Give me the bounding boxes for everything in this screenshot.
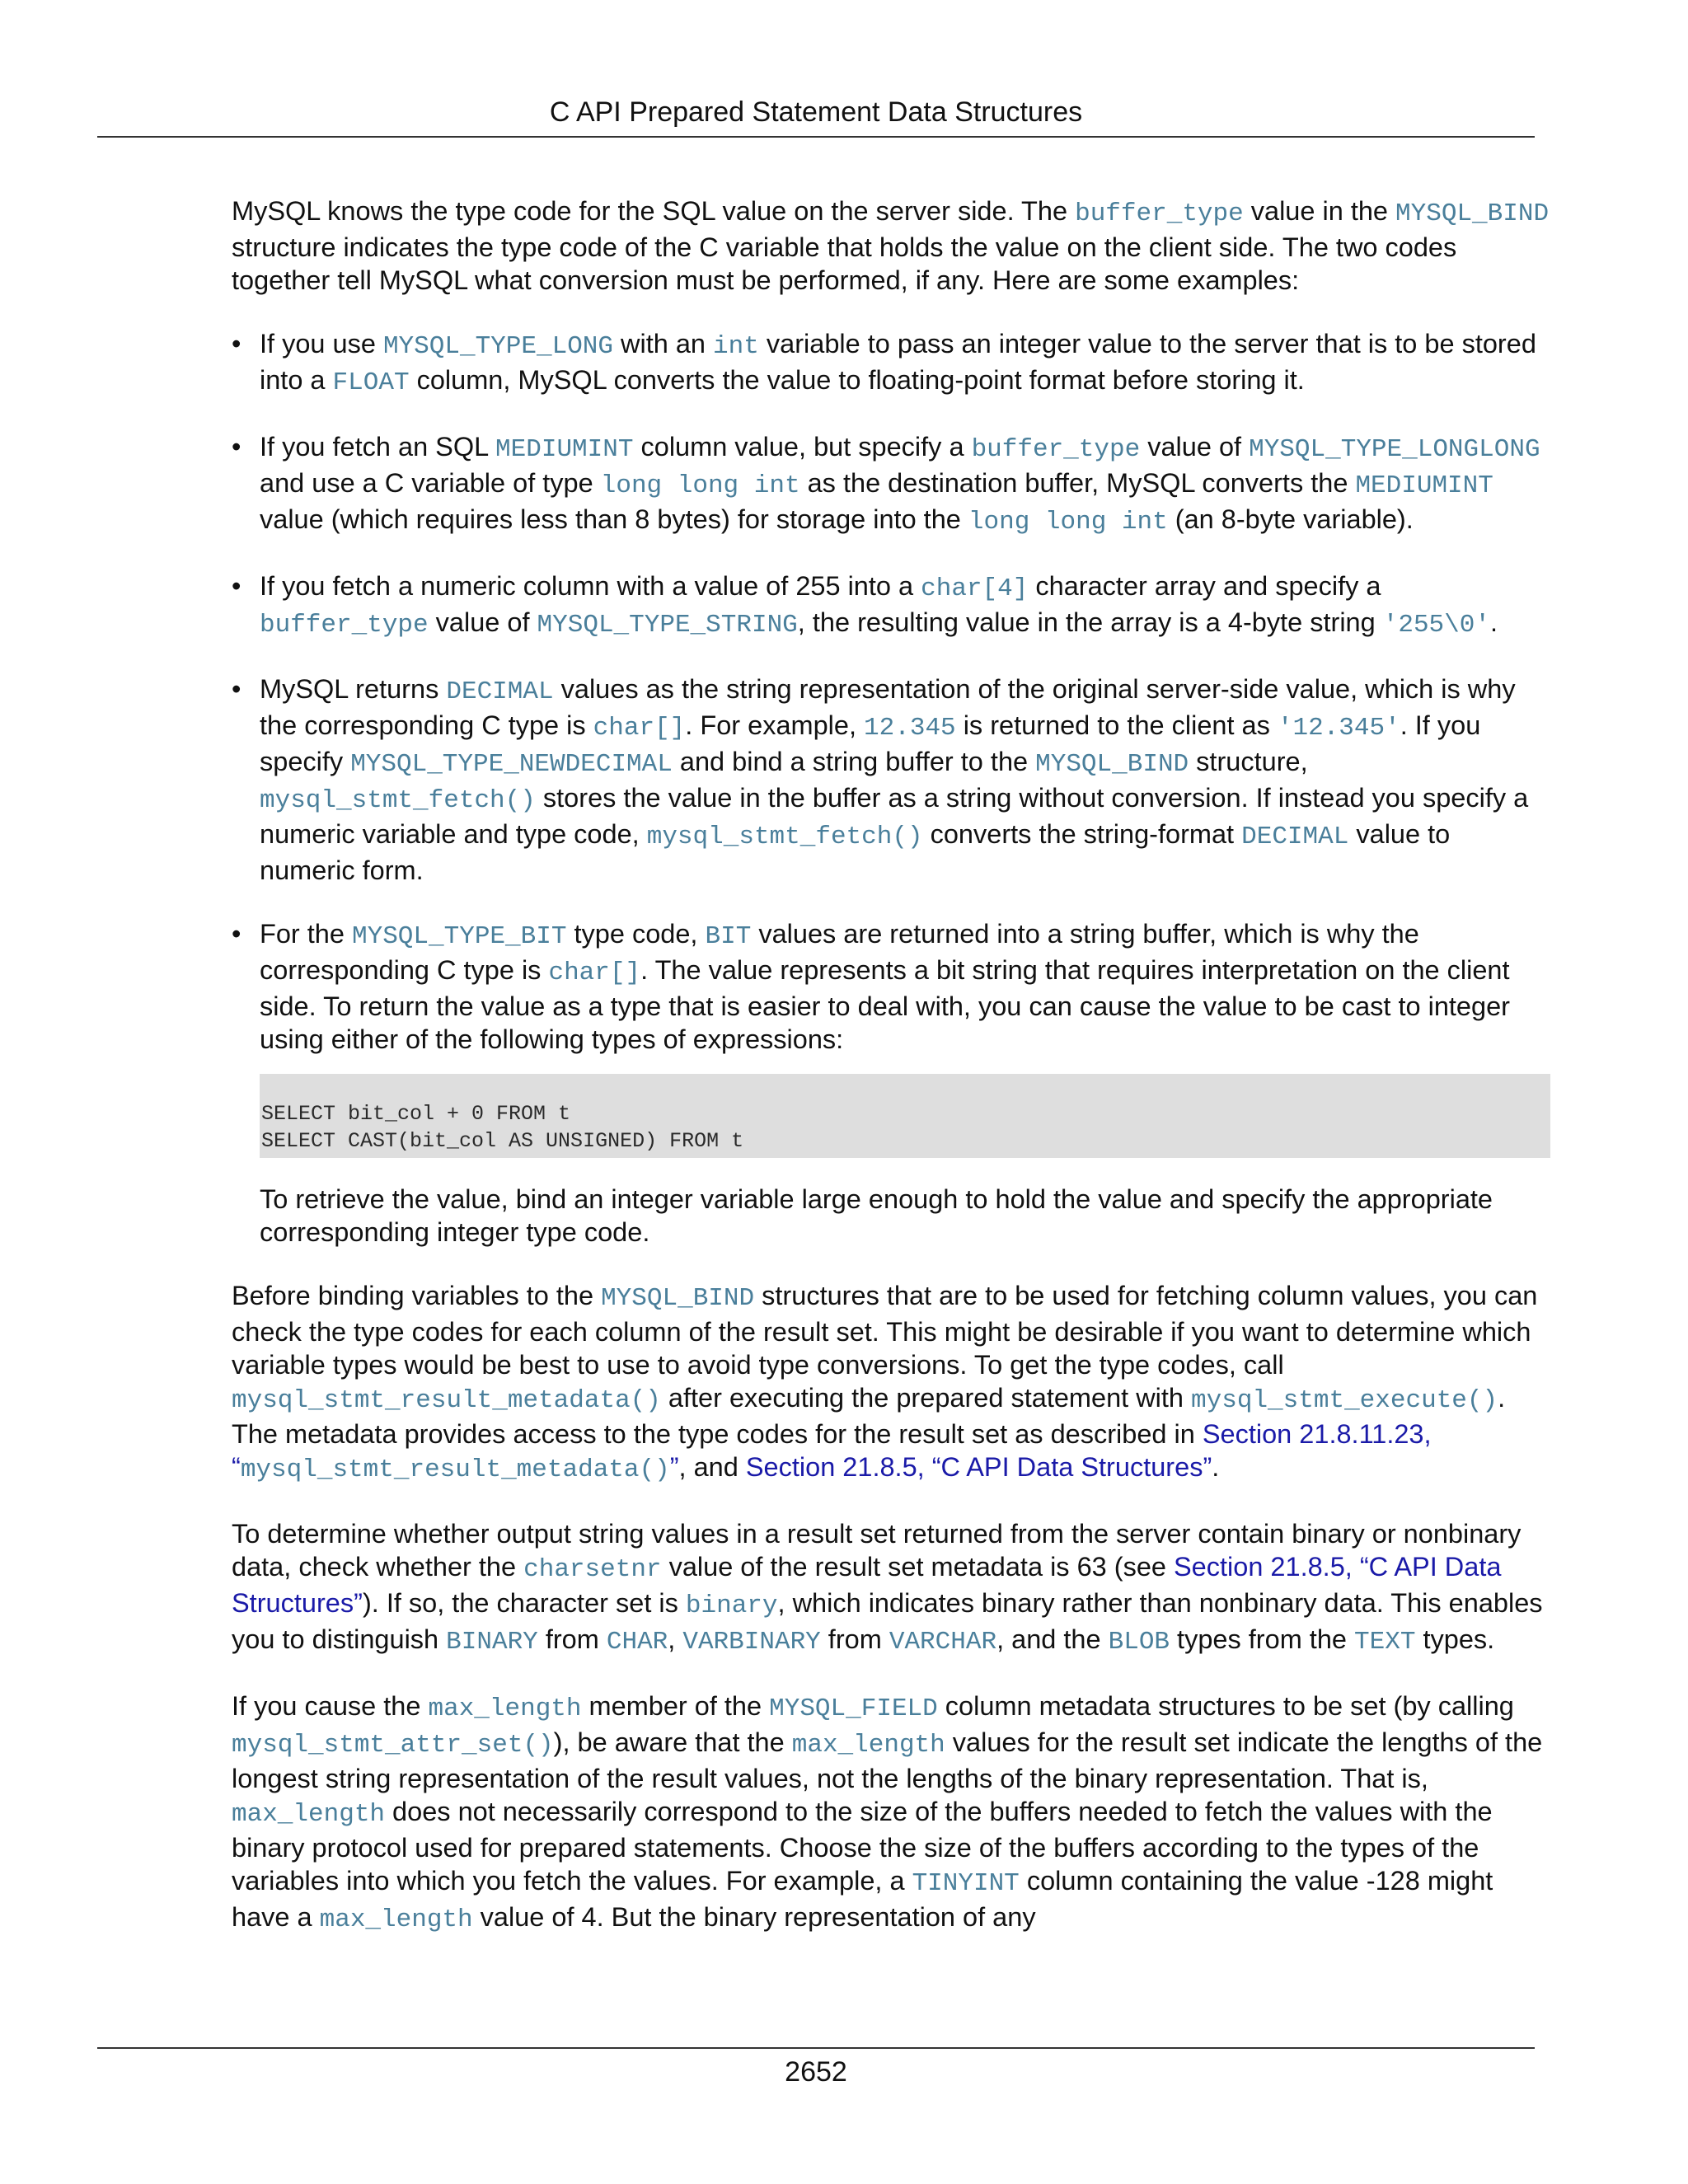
- code-term: char[]: [548, 958, 641, 987]
- code-term: charsetnr: [523, 1555, 662, 1584]
- paragraph-charset: To determine whether output string values in a result set returned from the server contain binary or nonbinary data, check whether the charsetnr value of the result set metadata is 63 (see Section 21.8.5, “C API Data Structures”). If so, the character set is binary, which indicates binary rather than nonbinary data. This enables you to distinguish BINARY from CHAR, VARBINARY from VARCHAR, and the BLOB types from the TEXT types.: [232, 1519, 1543, 1657]
- examples-list: [232, 327, 1550, 1249]
- code-term: VARBINARY: [682, 1628, 821, 1657]
- code-term: MEDIUMINT: [495, 435, 634, 464]
- code-term: MYSQL_TYPE_LONGLONG: [1249, 435, 1540, 464]
- code-term: '12.345': [1277, 714, 1400, 743]
- code-term: MEDIUMINT: [1355, 471, 1493, 500]
- link-section-21-8-5[interactable]: Section 21.8.5, “C API Data Structures”: [745, 1452, 1212, 1482]
- code-term: mysql_stmt_execute(): [1191, 1386, 1498, 1415]
- code-term: buffer_type: [1075, 199, 1244, 228]
- code-term: mysql_stmt_result_metadata(): [232, 1386, 661, 1415]
- code-term: int: [713, 332, 759, 361]
- code-term: MYSQL_FIELD: [769, 1694, 938, 1723]
- code-term: DECIMAL: [446, 677, 554, 706]
- page-header: C API Prepared Statement Data Structures: [549, 96, 1083, 128]
- code-term: binary: [685, 1591, 778, 1620]
- code-term: mysql_stmt_attr_set(): [232, 1731, 554, 1760]
- code-term: MYSQL_TYPE_LONG: [382, 332, 613, 361]
- list-item: • If you use MYSQL_TYPE_LONG with an int variable to pass an integer value to the server that is to be stored into a FLOAT column, MySQL converts the value to floating-point format before storing it.: [232, 327, 1550, 400]
- code-term: TINYINT: [912, 1869, 1020, 1898]
- code-term: MYSQL_BIND: [601, 1284, 755, 1313]
- list-item: • If you fetch an SQL MEDIUMINT column value, but specify a buffer_type value of MYSQL_TYPE_LONGLONG and use a C variable of type long long int as the destination buffer, MySQL converts the MEDIUMINT value (which requires less than 8 bytes) for storage into the long long int (an 8-byte variable).: [232, 430, 1550, 539]
- paragraph-max-length: If you cause the max_length member of the MYSQL_FIELD column metadata structures to be set (by calling mysql_stmt_attr_set()), be aware that the max_length values for the result set indicate the lengths of the longest string representation of the result values, not the lengths of the binary representation. That is, max_length does not necessarily correspond to the size of the buffers needed to fetch the values with the binary protocol used for prepared statements. Choose the size of the buffers according to the types of the variables into which you fetch the values. For example, a TINYINT column containing the value -128 might have a max_length value of 4. But the binary representation of any: [232, 1691, 1543, 1934]
- code-term: MYSQL_TYPE_NEWDECIMAL: [350, 750, 673, 779]
- code-term: MYSQL_BIND: [1035, 750, 1189, 779]
- code-term: MYSQL_BIND: [1395, 199, 1550, 228]
- code-term: mysql_stmt_result_metadata(): [240, 1455, 670, 1484]
- code-term: long long int: [968, 508, 1168, 537]
- code-term: max_length: [319, 1905, 473, 1934]
- link-section-21-8-5[interactable]: Section 21.8.5, “C API Data Structures”: [232, 1552, 1502, 1618]
- code-term: DECIMAL: [1241, 823, 1349, 851]
- code-term: CHAR: [606, 1628, 668, 1657]
- code-term: mysql_stmt_fetch(): [646, 823, 923, 851]
- code-term: VARCHAR: [889, 1628, 997, 1657]
- code-term: MYSQL_TYPE_STRING: [537, 611, 798, 640]
- code-term: '255\0': [1382, 611, 1490, 640]
- link-section-21-8-11-23[interactable]: Section 21.8.11.23, “mysql_stmt_result_metadata()”: [232, 1419, 1432, 1484]
- code-term: 12.345: [864, 714, 956, 743]
- code-term: max_length: [428, 1694, 582, 1723]
- list-item: • MySQL returns DECIMAL values as the string representation of the original server-side value, which is why the corresponding C type is char[]. For example, 12.345 is returned to the client as '12.345'. If you specify MYSQL_TYPE_NEWDECIMAL and bind a string buffer to the MYSQL_BIND structure, mysql_stmt_fetch() stores the value in the buffer as a string without conversion. If instead you specify a numeric variable and type code, mysql_stmt_fetch() converts the string-format DECIMAL value to numeric form.: [232, 673, 1550, 887]
- code-term: BINARY: [446, 1628, 538, 1657]
- page-number: 2652: [785, 2056, 847, 2088]
- header-rule: [97, 136, 1535, 138]
- code-term: char[]: [593, 714, 686, 743]
- page-content: [232, 194, 1550, 1967]
- paragraph-metadata: Before binding variables to the MYSQL_BIND structures that are to be used for fetching column values, you can check the type codes for each column of the result set. This might be desirable if you want to determine which variable types would be best to use to avoid type conversions. To get the type codes, call mysql_stmt_result_metadata() after executing the prepared statement with mysql_stmt_execute(). The metadata provides access to the type codes for the result set as described in Section 21.8.11.23, “mysql_stmt_result_metadata()”, and Section 21.8.5, “C API Data Structures”.: [232, 1281, 1538, 1484]
- code-term: buffer_type: [260, 611, 429, 640]
- code-term: buffer_type: [971, 435, 1141, 464]
- code-term: FLOAT: [332, 368, 410, 397]
- paragraph-intro: MySQL knows the type code for the SQL value on the server side. The buffer_type value in the MYSQL_BIND structure indicates the type code of the C variable that holds the value on the client side. The two codes together tell MySQL what conversion must be performed, if any. Here are some examples:: [232, 196, 1550, 295]
- code-term: TEXT: [1354, 1628, 1416, 1657]
- code-term: BIT: [705, 922, 752, 951]
- code-term: BLOB: [1108, 1628, 1170, 1657]
- paragraph-bit-note: To retrieve the value, bind an integer variable large enough to hold the value and specify the appropriate corresponding integer type code.: [260, 1184, 1493, 1247]
- list-item: • For the MYSQL_TYPE_BIT type code, BIT values are returned into a string buffer, which is why the corresponding C type is char[]. The value represents a bit string that requires interpretation on the client side. To return the value as a type that is easier to deal with, you can cause the value to be cast to integer using either of the following types of expressions: SELECT bit_col + 0 FROM t SELECT CAST(bit_col AS UNSIGNED) FROM t To retrieve the value, bind an integer variable large enough to hold the value and specify the appropriate corresponding integer type code.: [232, 917, 1550, 1249]
- code-term: long long int: [600, 471, 800, 500]
- code-term: max_length: [232, 1800, 386, 1829]
- list-item: • If you fetch a numeric column with a value of 255 into a char[4] character array and specify a buffer_type value of MYSQL_TYPE_STRING, the resulting value in the array is a 4-byte string '255\0'.: [232, 569, 1550, 642]
- code-example: SELECT bit_col + 0 FROM t SELECT CAST(bit_col AS UNSIGNED) FROM t: [260, 1074, 1550, 1158]
- code-term: mysql_stmt_fetch(): [260, 786, 536, 815]
- code-term: MYSQL_TYPE_BIT: [352, 922, 567, 951]
- code-term: char[4]: [921, 574, 1029, 603]
- code-term: max_length: [791, 1731, 945, 1760]
